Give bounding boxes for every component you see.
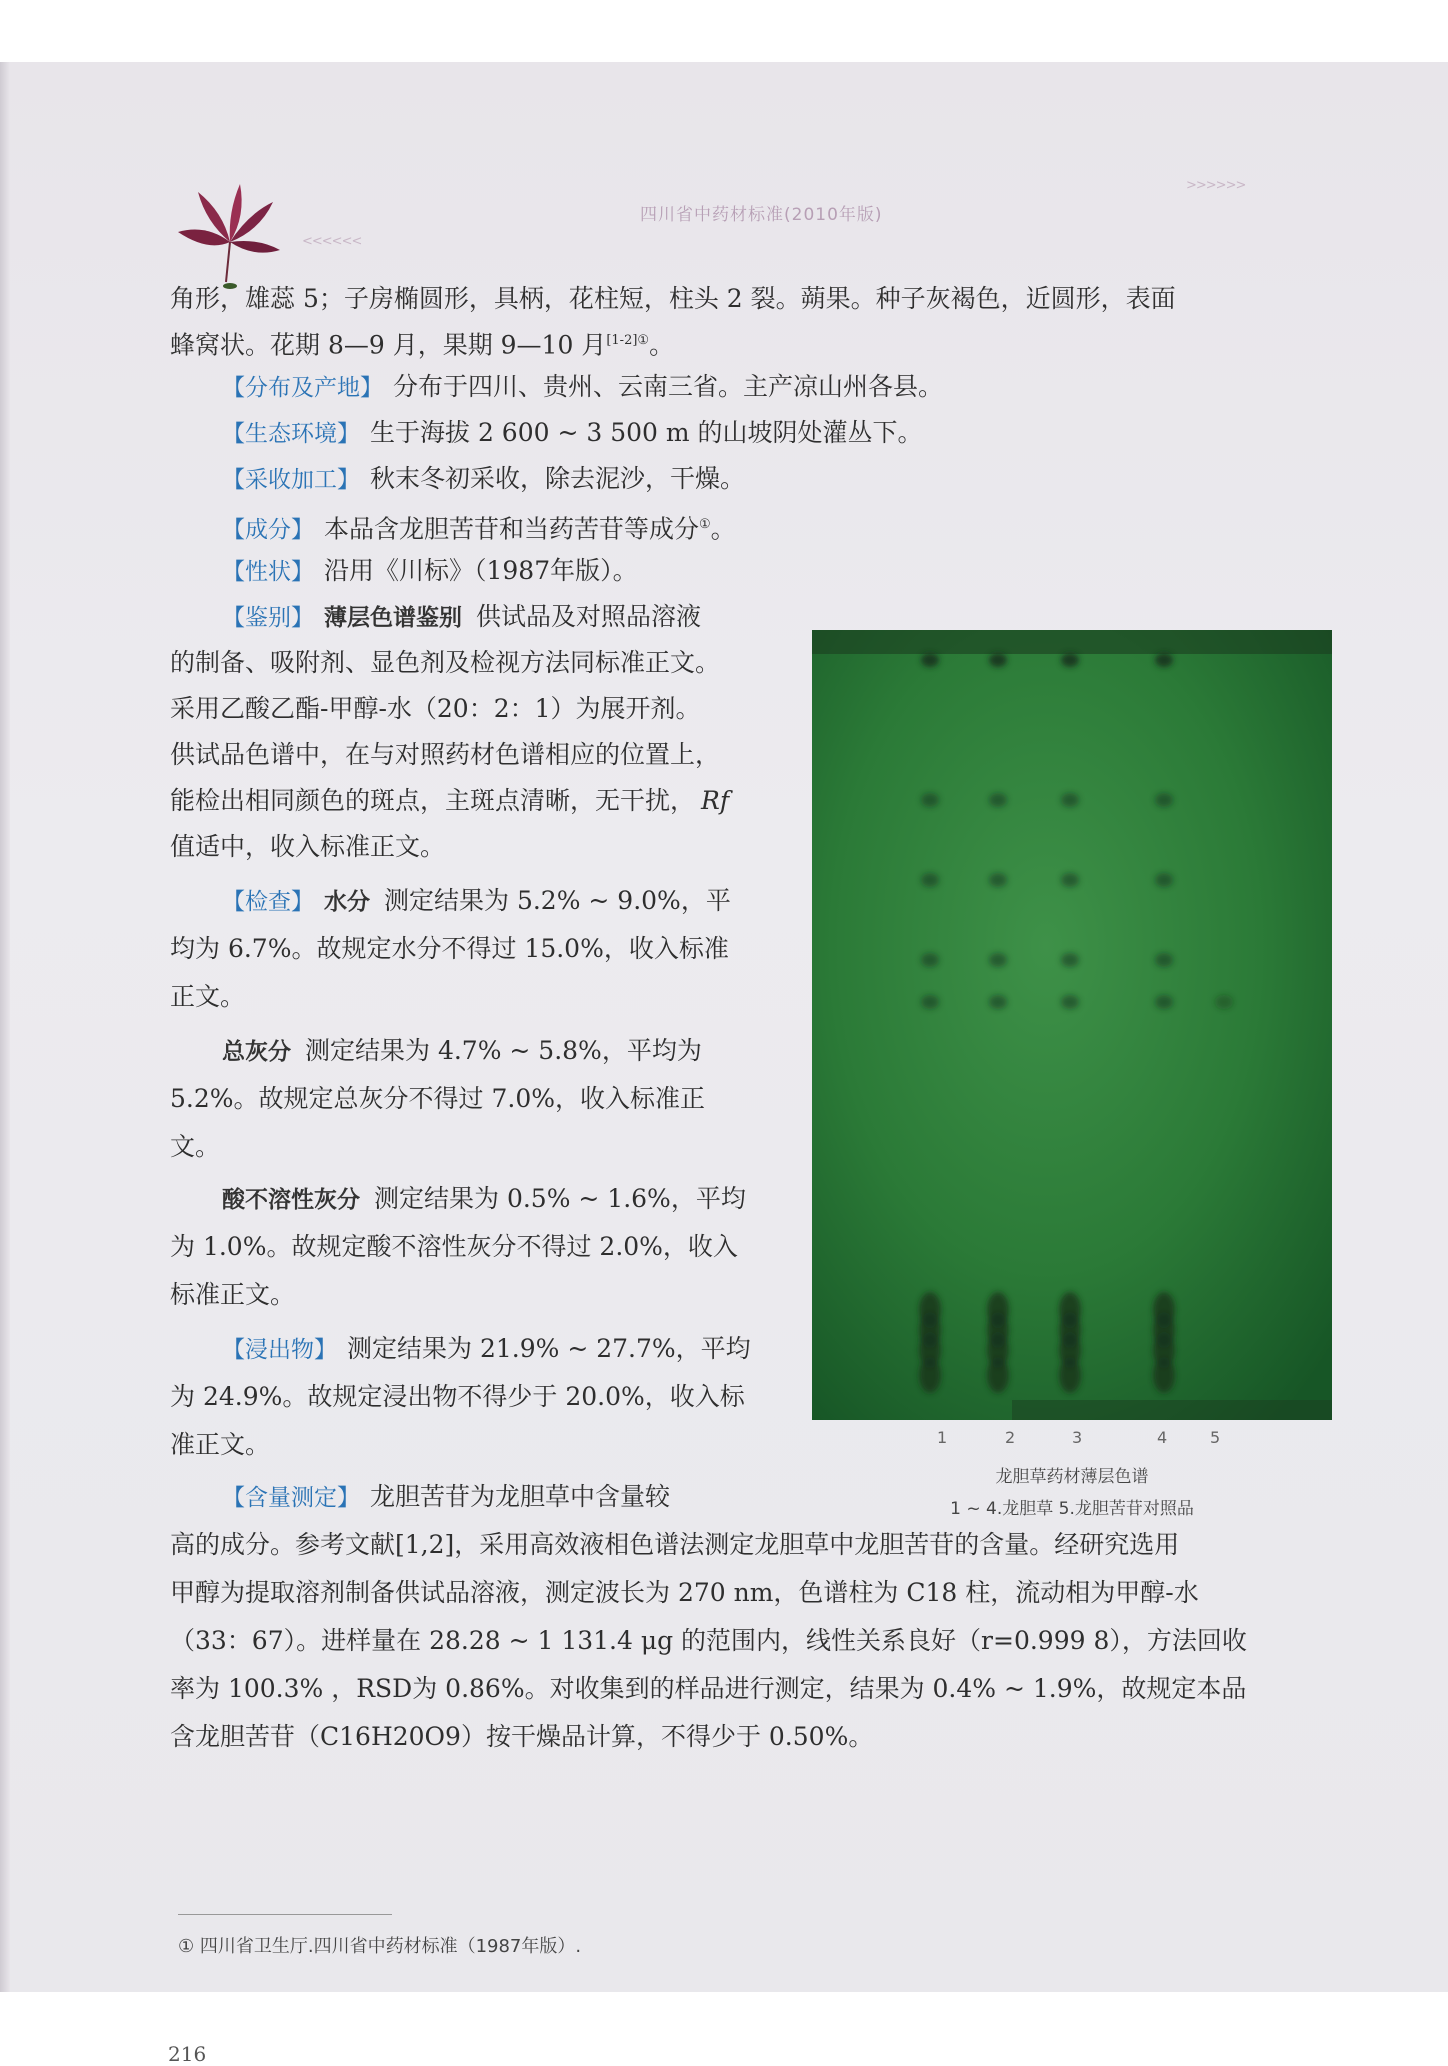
tlc-spot xyxy=(989,793,1007,807)
header-ornament-left: <<<<<< xyxy=(302,234,362,249)
solvent-front-edge xyxy=(812,630,1332,654)
composition-paragraph xyxy=(222,508,736,547)
figure-caption-title: 龙胆草药材薄层色谱 xyxy=(995,1467,1149,1487)
tlc-spot xyxy=(1155,873,1173,887)
harvest-paragraph xyxy=(222,462,745,497)
ecology-label: 【生态环境】 xyxy=(222,421,360,447)
extractives-label: 【浸出物】 xyxy=(222,1337,337,1363)
tlc-spot xyxy=(989,953,1007,967)
tlc-spot xyxy=(921,953,939,967)
ash-line-1 xyxy=(222,1034,702,1069)
page-number: 216 xyxy=(168,2042,207,2066)
water-subheading: 水分 xyxy=(324,889,370,915)
distribution-paragraph xyxy=(222,370,943,405)
tlc-spot xyxy=(1153,1357,1175,1393)
lane-number: 5 xyxy=(1210,1428,1221,1447)
tlc-spot xyxy=(1061,653,1079,667)
tlc-spot xyxy=(1061,953,1079,967)
tlc-spot xyxy=(921,653,939,667)
leaf-ornament-icon xyxy=(168,182,288,292)
ash-text-1: 测定结果为 4.7% ~ 5.8%，平均为 xyxy=(305,1036,702,1065)
distribution-label: 【分布及产地】 xyxy=(222,375,383,401)
tlc-spot xyxy=(989,653,1007,667)
composition-label: 【成分】 xyxy=(222,517,314,544)
footnote-rule xyxy=(178,1914,392,1915)
extractives-text-1: 测定结果为 21.9% ~ 27.7%，平均 xyxy=(347,1334,751,1363)
tlc-spot xyxy=(1155,995,1173,1009)
identification-line-6: 值适中，收入标准正文。 xyxy=(170,832,446,861)
assay-line-3: 甲醇为提取溶剂制备供试品溶液，测定波长为 270 nm，色谱柱为 C18 柱，流动相为甲醇-水 xyxy=(170,1578,1199,1607)
character-text: 沿用《川标》（1987年版）。 xyxy=(324,556,638,585)
tlc-figure xyxy=(812,630,1332,1519)
tlc-spot xyxy=(1061,793,1079,807)
assay-line-1 xyxy=(222,1480,670,1515)
tlc-spot xyxy=(1059,1357,1081,1393)
tlc-spot xyxy=(919,1357,941,1393)
header-ornament-right: >>>>>> xyxy=(1186,178,1246,193)
check-label: 【检查】 xyxy=(222,889,314,915)
assay-line-2: 高的成分。参考文献[1,2]，采用高效液相色谱法测定龙胆草中龙胆苦苷的含量。经研究选用 xyxy=(170,1530,1180,1559)
continuation-line-2 xyxy=(170,324,674,362)
acid-ash-text-1: 测定结果为 0.5% ~ 1.6%，平均 xyxy=(374,1184,746,1213)
distribution-text: 分布于四川、贵州、云南三省。主产凉山州各县。 xyxy=(393,372,944,401)
ash-subheading: 总灰分 xyxy=(222,1039,291,1065)
tlc-spot xyxy=(1155,793,1173,807)
character-paragraph xyxy=(222,554,638,589)
lane-number: 3 xyxy=(1072,1428,1083,1447)
tlc-spot xyxy=(921,995,939,1009)
running-header: 四川省中药材标准(2010年版) xyxy=(640,205,883,225)
composition-reference: ① xyxy=(699,517,711,532)
tlc-spot xyxy=(1061,995,1079,1009)
assay-label: 【含量测定】 xyxy=(222,1485,360,1511)
tlc-subheading: 薄层色谱鉴别 xyxy=(324,605,462,631)
acid-ash-subheading: 酸不溶性灰分 xyxy=(222,1187,360,1213)
acid-ash-line-1 xyxy=(222,1182,746,1217)
assay-line-5: 率为 100.3% ，RSD为 0.86%。对收集到的样品进行测定，结果为 0.4% ~ 1.9%，故规定本品 xyxy=(170,1674,1247,1703)
lane-number: 2 xyxy=(1005,1428,1016,1447)
tlc-spot xyxy=(987,1357,1009,1393)
continuation-text: 蜂窝状。花期 8—9 月，果期 9—10 月 xyxy=(170,330,607,360)
tlc-spot xyxy=(921,873,939,887)
ash-line-2: 5.2%。故规定总灰分不得过 7.0%，收入标准正 xyxy=(170,1084,705,1113)
book-page xyxy=(0,62,1448,2066)
ecology-paragraph xyxy=(222,416,923,451)
tlc-spot xyxy=(1061,873,1079,887)
extractives-line-3: 准正文。 xyxy=(170,1430,271,1459)
water-line-1 xyxy=(222,884,731,919)
character-label: 【性状】 xyxy=(222,559,314,585)
reference-superscript: [1-2]① xyxy=(606,333,650,348)
lane-numbers xyxy=(812,1428,1332,1450)
tlc-plate-image xyxy=(812,630,1332,1420)
identification-line-5 xyxy=(170,784,729,818)
tlc-spot xyxy=(989,995,1007,1009)
assay-line-6: 含龙胆苦苷（C16H20O9）按干燥品计算，不得少于 0.50%。 xyxy=(170,1722,874,1751)
harvest-label: 【采收加工】 xyxy=(222,467,360,493)
continuation-line-1: 角形，雄蕊 5；子房椭圆形，具柄，花柱短，柱头 2 裂。蒴果。种子灰褐色，近圆形，表面 xyxy=(170,284,1176,313)
acid-ash-line-3: 标准正文。 xyxy=(170,1280,296,1309)
composition-end: 。 xyxy=(710,514,736,544)
identification-line-3: 采用乙酸乙酯-甲醇-水（20：2：1）为展开剂。 xyxy=(170,694,701,723)
harvest-text: 秋末冬初采收，除去泥沙，干燥。 xyxy=(370,464,746,493)
rf-symbol: Rf xyxy=(701,786,730,815)
identification-text-1: 供试品及对照品溶液 xyxy=(476,602,702,631)
extractives-line-2: 为 24.9%。故规定浸出物不得少于 20.0%，收入标 xyxy=(170,1382,745,1411)
lane-number: 4 xyxy=(1157,1428,1168,1447)
plate-bottom-edge xyxy=(1012,1400,1332,1420)
identification-label: 【鉴别】 xyxy=(222,605,314,631)
footnote: ① 四川省卫生厅.四川省中药材标准（1987年版）. xyxy=(178,1936,582,1957)
water-line-2: 均为 6.7%。故规定水分不得过 15.0%，收入标准 xyxy=(170,934,729,963)
assay-text-1: 龙胆苦苷为龙胆草中含量较 xyxy=(370,1482,671,1511)
tlc-spot xyxy=(1155,653,1173,667)
reference-spot xyxy=(1215,995,1233,1009)
tlc-spot xyxy=(921,793,939,807)
extractives-line-1 xyxy=(222,1332,751,1367)
tlc-spot xyxy=(1155,953,1173,967)
ash-line-3: 文。 xyxy=(170,1132,221,1161)
composition-text: 本品含龙胆苦苷和当药苦苷等成分 xyxy=(324,514,700,544)
identification-line-1 xyxy=(222,600,701,635)
identification-text-5: 能检出相同颜色的斑点，主斑点清晰，无干扰， xyxy=(170,786,696,815)
water-text-1: 测定结果为 5.2% ~ 9.0%，平 xyxy=(384,886,731,915)
water-line-3: 正文。 xyxy=(170,982,246,1011)
figure-caption-legend: 1 ~ 4.龙胆草 5.龙胆苦苷对照品 xyxy=(950,1499,1194,1519)
tlc-spot xyxy=(989,873,1007,887)
assay-line-4: （33：67）。进样量在 28.28 ~ 1 131.4 μg 的范围内，线性关系良好（r=0.999 8），方法回收 xyxy=(170,1626,1247,1655)
page-edge xyxy=(0,62,10,1992)
continuation-end: 。 xyxy=(649,330,675,360)
ecology-text: 生于海拔 2 600 ~ 3 500 m 的山坡阴处灌丛下。 xyxy=(370,418,923,447)
lane-number: 1 xyxy=(937,1428,948,1447)
acid-ash-line-2: 为 1.0%。故规定酸不溶性灰分不得过 2.0%，收入 xyxy=(170,1232,738,1261)
identification-line-2: 的制备、吸附剂、显色剂及检视方法同标准正文。 xyxy=(170,648,721,677)
identification-line-4: 供试品色谱中，在与对照药材色谱相应的位置上， xyxy=(170,740,721,769)
